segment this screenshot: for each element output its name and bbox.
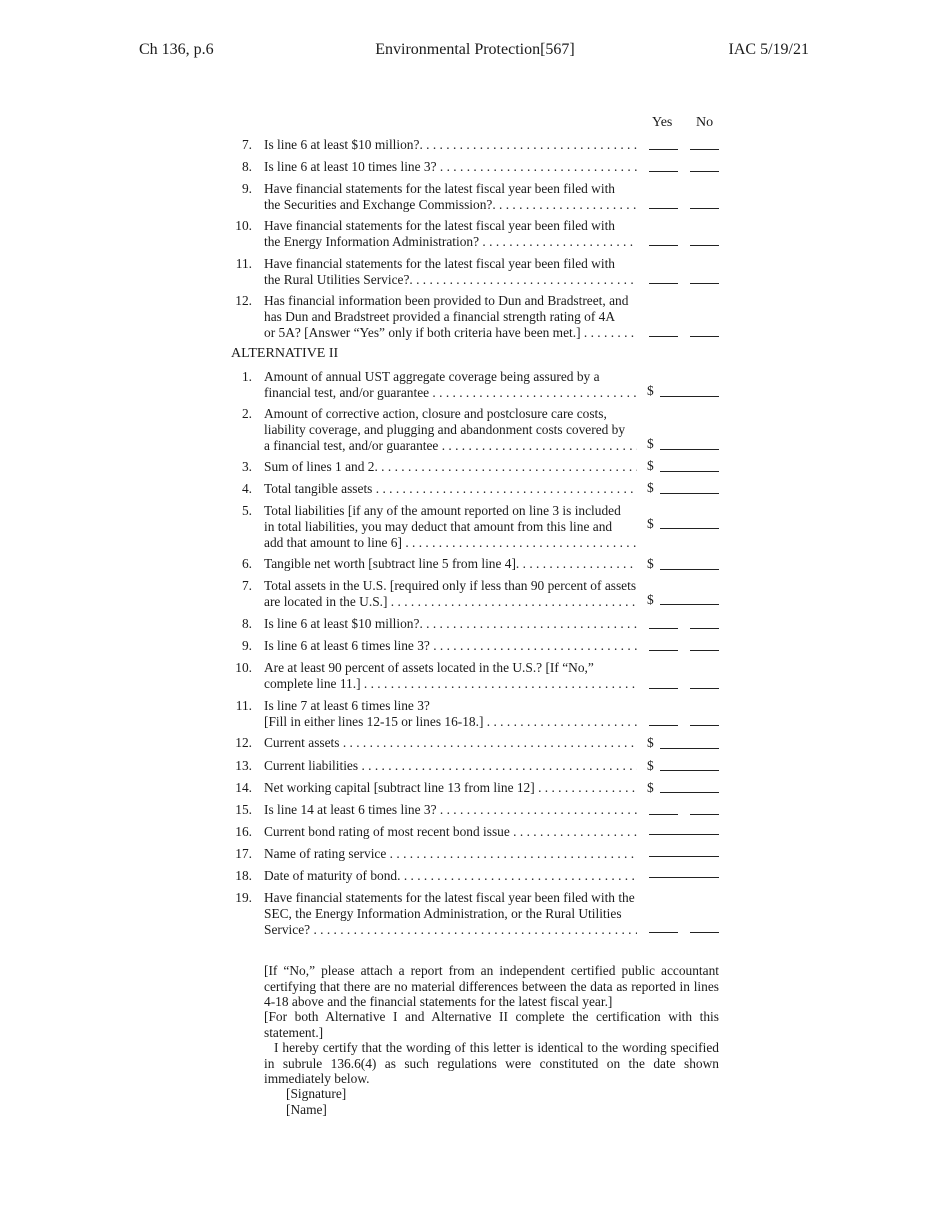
amount-blank[interactable] <box>660 493 719 494</box>
answer-yes-blank[interactable] <box>649 336 678 337</box>
item-text-line: the Energy Information Administration? . . . <box>264 234 637 250</box>
item-text-line: has Dun and Bradstreet provided a financial strength rating of 4A <box>264 309 616 324</box>
item-number: 12. <box>235 293 252 308</box>
item-text: Sum of lines 1 and 2. . . . <box>264 459 637 475</box>
amount-blank[interactable] <box>660 792 719 793</box>
item-number: 9. <box>241 181 252 196</box>
amount-blank[interactable] <box>660 449 719 450</box>
item-text-line: are located in the U.S.] . . . <box>264 594 637 610</box>
certification-statement <box>264 1040 719 1087</box>
item-text-line: Has financial information been provided to Dun and Bradstreet, and <box>264 293 629 308</box>
bond-rating-blank[interactable] <box>649 834 719 835</box>
answer-no-blank[interactable] <box>690 650 719 651</box>
name-placeholder: [Name] <box>286 1102 327 1117</box>
item-text-line: Have financial statements for the latest fiscal year been filed with <box>264 218 615 233</box>
item-text-line: financial test, and/or guarantee . . . <box>264 385 637 401</box>
item-number: 17. <box>235 846 252 861</box>
item-number: 10. <box>235 218 252 233</box>
item-text: Net working capital [subtract line 13 from line 12] . . . <box>264 780 637 796</box>
item-number: 6. <box>241 556 252 571</box>
item-number: 15. <box>235 802 252 817</box>
certification-text: I hereby certify that the wording of this letter is identical to the wording specified in subrule 136.6(4) as such regulations were constituted on the date shown immediately below. <box>264 1040 719 1086</box>
dollar-sign: $ <box>647 556 654 571</box>
item-text-line: the Securities and Exchange Commission?. . . . <box>264 197 637 213</box>
answer-no-blank[interactable] <box>690 688 719 689</box>
item-number: 16. <box>235 824 252 839</box>
answer-no-blank[interactable] <box>690 171 719 172</box>
item-number: 13. <box>235 758 252 773</box>
item-text: Is line 6 at least $10 million?. . . . <box>264 137 637 153</box>
item-text-line: Total assets in the U.S. [required only if less than 90 percent of assets <box>264 578 637 593</box>
item-text: Total tangible assets . . . <box>264 481 637 497</box>
answer-no-blank[interactable] <box>690 283 719 284</box>
dollar-sign: $ <box>647 758 654 773</box>
item-text-line: Amount of corrective action, closure and postclosure care costs, <box>264 406 607 421</box>
dollar-sign: $ <box>647 436 654 451</box>
answer-yes-blank[interactable] <box>649 814 678 815</box>
answer-yes-blank[interactable] <box>649 171 678 172</box>
answer-yes-blank[interactable] <box>649 932 678 933</box>
item-text: Is line 6 at least $10 million?. . . . <box>264 616 637 632</box>
item-text-line: [Fill in either lines 12-15 or lines 16-18.] . . . <box>264 714 637 730</box>
item-text: Is line 6 at least 10 times line 3? . . . <box>264 159 637 175</box>
answer-yes-blank[interactable] <box>649 628 678 629</box>
answer-yes-blank[interactable] <box>649 725 678 726</box>
header-chapter: Ch 136, p.6 <box>139 41 214 58</box>
item-text: Date of maturity of bond. . . . <box>264 868 637 884</box>
item-number: 4. <box>241 481 252 496</box>
answer-yes-blank[interactable] <box>649 245 678 246</box>
answer-no-blank[interactable] <box>690 208 719 209</box>
item-text: Current assets . . . <box>264 735 637 751</box>
item-number: 18. <box>235 868 252 883</box>
item-text-line: add that amount to line 6] . . . <box>264 535 637 551</box>
answer-no-blank[interactable] <box>690 149 719 150</box>
section-heading: ALTERNATIVE II <box>231 346 339 361</box>
amount-blank[interactable] <box>660 569 719 570</box>
item-number: 1. <box>241 369 252 384</box>
item-text-line: Have financial statements for the latest fiscal year been filed with <box>264 256 615 271</box>
answer-yes-blank[interactable] <box>649 283 678 284</box>
amount-blank[interactable] <box>660 604 719 605</box>
item-number: 11. <box>235 698 252 713</box>
amount-blank[interactable] <box>660 528 719 529</box>
item-text: Is line 6 at least 6 times line 3? . . . <box>264 638 637 654</box>
answer-no-blank[interactable] <box>690 814 719 815</box>
amount-blank[interactable] <box>660 770 719 771</box>
header-date: IAC 5/19/21 <box>728 41 809 58</box>
item-number: 19. <box>235 890 252 905</box>
item-text-line: Have financial statements for the latest fiscal year been filed with <box>264 181 615 196</box>
dollar-sign: $ <box>647 516 654 531</box>
item-number: 2. <box>241 406 252 421</box>
maturity-date-blank[interactable] <box>649 877 719 878</box>
item-text-line: Are at least 90 percent of assets located in the U.S.? [If “No,” <box>264 660 594 675</box>
item-number: 8. <box>241 159 252 174</box>
amount-blank[interactable] <box>660 748 719 749</box>
item-text: Tangible net worth [subtract line 5 from line 4]. . . . <box>264 556 637 572</box>
dollar-sign: $ <box>647 383 654 398</box>
item-text-line: in total liabilities, you may deduct that amount from this line and <box>264 519 613 534</box>
item-number: 9. <box>241 638 252 653</box>
item-text-line: complete line 11.] . . . <box>264 676 637 692</box>
item-number: 12. <box>235 735 252 750</box>
item-text: Name of rating service . . . <box>264 846 637 862</box>
item-text-line: SEC, the Energy Information Administration, or the Rural Utilities <box>264 906 622 921</box>
header-title: Environmental Protection[567] <box>375 41 575 58</box>
column-yes: Yes <box>652 115 673 130</box>
item-text-line: Total liabilities [if any of the amount reported on line 3 is included <box>264 503 621 518</box>
answer-no-blank[interactable] <box>690 628 719 629</box>
answer-no-blank[interactable] <box>690 725 719 726</box>
item-text-line: a financial test, and/or guarantee . . . <box>264 438 637 454</box>
dollar-sign: $ <box>647 592 654 607</box>
item-text-line: Amount of annual UST aggregate coverage being assured by a <box>264 369 600 384</box>
dollar-sign: $ <box>647 780 654 795</box>
rating-service-blank[interactable] <box>649 856 719 857</box>
column-no: No <box>696 115 714 130</box>
item-number: 3. <box>241 459 252 474</box>
signature-placeholder: [Signature] <box>286 1086 347 1101</box>
item-number: 10. <box>235 660 252 675</box>
item-number: 8. <box>241 616 252 631</box>
answer-no-blank[interactable] <box>690 336 719 337</box>
item-text: Current bond rating of most recent bond issue . . . <box>264 824 637 840</box>
amount-blank[interactable] <box>660 471 719 472</box>
item-number: 11. <box>235 256 252 271</box>
answer-yes-blank[interactable] <box>649 149 678 150</box>
item-text-line: Have financial statements for the latest fiscal year been filed with the <box>264 890 635 905</box>
item-text-line: liability coverage, and plugging and abandonment costs covered by <box>264 422 626 437</box>
answer-no-blank[interactable] <box>690 932 719 933</box>
item-text-line: Service? . . . <box>264 922 637 938</box>
item-text-line: Is line 7 at least 6 times line 3? <box>264 698 430 713</box>
attach-report-note: [If “No,” please attach a report from an independent certified public accountant certifying that there are no material differences between the data as reported in lines 4-18 above and the financial statements for the latest fiscal year.] <box>264 963 719 1009</box>
item-number: 14. <box>235 780 252 795</box>
item-text-line: the Rural Utilities Service?. . . . <box>264 272 637 288</box>
item-text: Current liabilities . . . <box>264 758 637 774</box>
dollar-sign: $ <box>647 458 654 473</box>
item-text-line: or 5A? [Answer “Yes” only if both criteria have been met.] . . . <box>264 325 637 341</box>
amount-blank[interactable] <box>660 396 719 397</box>
answer-yes-blank[interactable] <box>649 208 678 209</box>
item-number: 7. <box>241 137 252 152</box>
dollar-sign: $ <box>647 480 654 495</box>
answer-yes-blank[interactable] <box>649 688 678 689</box>
item-text: Is line 14 at least 6 times line 3? . . . <box>264 802 637 818</box>
answer-yes-blank[interactable] <box>649 650 678 651</box>
certification-instruction: [For both Alternative I and Alternative II complete the certification with this statement.] <box>264 1009 719 1040</box>
dollar-sign: $ <box>647 735 654 750</box>
item-number: 5. <box>241 503 252 518</box>
item-number: 7. <box>241 578 252 593</box>
answer-no-blank[interactable] <box>690 245 719 246</box>
